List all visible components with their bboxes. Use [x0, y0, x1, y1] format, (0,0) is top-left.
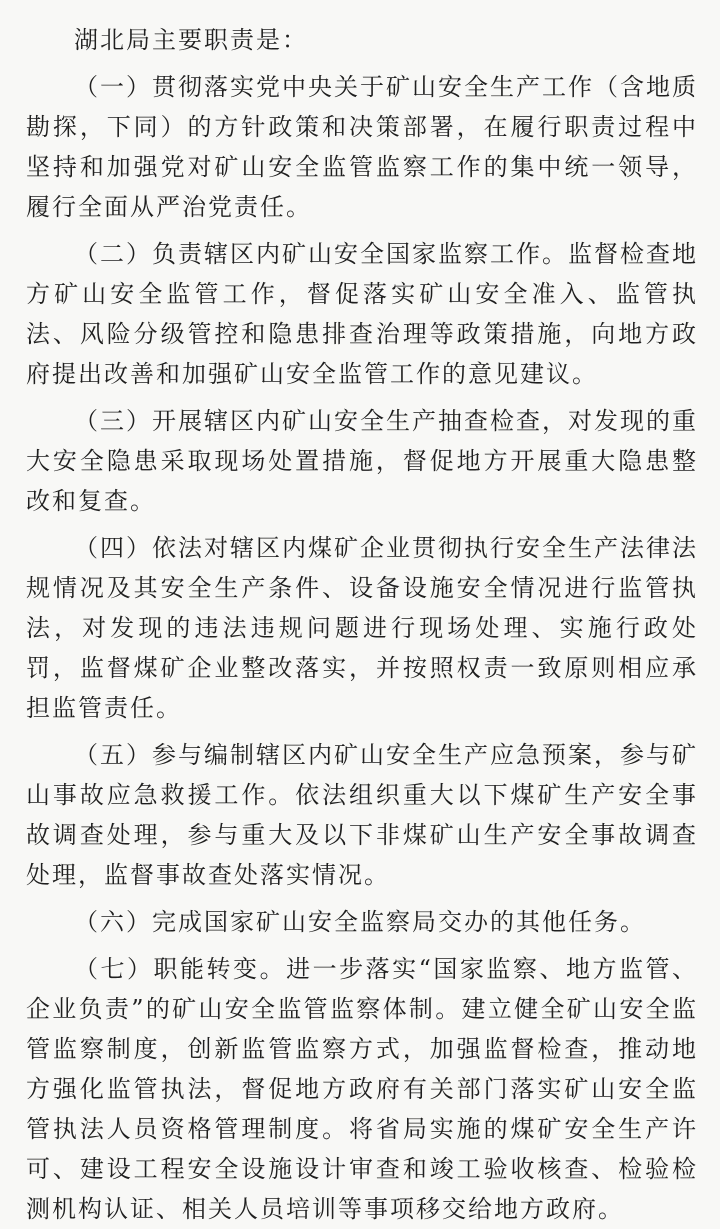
duty-paragraph-5: （五）参与编制辖区内矿山安全生产应急预案，参与矿山事故应急救援工作。依法组织重大以下煤矿生产安全事故调查处理，参与重大及以下非煤矿山生产安全事故调查处理，监督事故查处落实情况。	[26, 741, 698, 889]
duty-paragraph-7: （七）职能转变。进一步落实“国家监察、地方监管、企业负责”的矿山安全监管监察体制。建立健全矿山安全监管监察制度，创新监管监察方式，加强监督检查，推动地方强化监管执法，督促地方政府有关部门落实矿山安全监管执法人员资格管理制度。将省局实施的煤矿安全生产许可、建设工程安全设施设计审查和竣工验收核查、检验检测机构认证、相关人员培训等事项移交给地方政府。	[26, 955, 698, 1223]
document-heading: 湖北局主要职责是：	[74, 26, 308, 54]
duty-paragraph-6: （六）完成国家矿山安全监察局交办的其他任务。	[74, 908, 646, 936]
duty-paragraph-1: （一）贯彻落实党中央关于矿山安全生产工作（含地质勘探，下同）的方针政策和决策部署，在履行职责过程中坚持和加强党对矿山安全监管监察工作的集中统一领导，履行全面从严治党责任。	[26, 73, 698, 221]
duty-paragraph-4: （四）依法对辖区内煤矿企业贯彻执行安全生产法律法规情况及其安全生产条件、设备设施安全情况进行监管执法，对发现的违法违规问题进行现场处理、实施行政处罚，监督煤矿企业整改落实，并按照权责一致原则相应承担监管责任。	[26, 534, 698, 722]
duty-paragraph-2: （二）负责辖区内矿山安全国家监察工作。监督检查地方矿山安全监管工作，督促落实矿山安全准入、监管执法、风险分级管控和隐患排查治理等政策措施，向地方政府提出改善和加强矿山安全监管工作的意见建议。	[26, 240, 698, 388]
duty-paragraph-3: （三）开展辖区内矿山安全生产抽查检查，对发现的重大安全隐患采取现场处置措施，督促地方开展重大隐患整改和复查。	[26, 407, 698, 515]
